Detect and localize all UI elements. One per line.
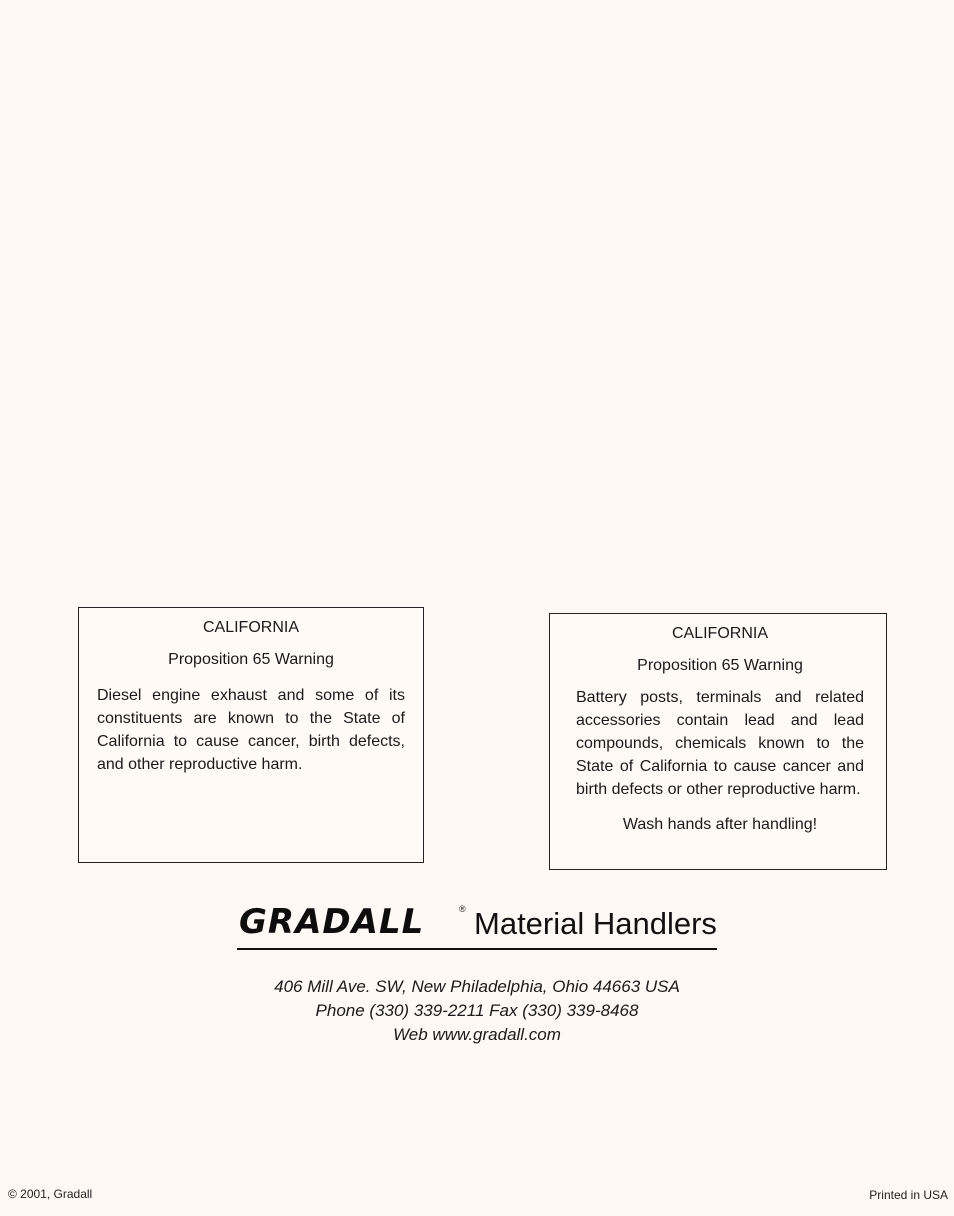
registered-mark: ®: [459, 904, 466, 914]
address-line: 406 Mill Ave. SW, New Philadelphia, Ohio 44663 USA: [274, 977, 680, 996]
web-line: Web www.gradall.com: [393, 1025, 561, 1044]
warning-subheading: Proposition 65 Warning: [168, 651, 334, 668]
warning-body: Battery posts, terminals and related accessories contain lead and lead compounds, chemicals known to the State of California to cause cancer and birth defects or other reproductive harm.: [576, 689, 864, 798]
prop65-warning-box-diesel: [78, 607, 424, 863]
phone-fax-line: Phone (330) 339-2211 Fax (330) 339-8468: [315, 1001, 639, 1020]
wash-hands-notice: Wash hands after handling!: [622, 816, 818, 833]
contact-block: [200, 975, 754, 1047]
copyright-notice: © 2001, Gradall: [8, 1187, 93, 1201]
warning-heading: CALIFORNIA: [671, 625, 768, 642]
brand-header: [237, 898, 717, 950]
prop65-warning-box-battery: [549, 613, 887, 870]
warning-heading: CALIFORNIA: [202, 619, 299, 636]
gradall-logo: GRADALL: [239, 902, 425, 942]
brand-tagline: Material Handlers: [474, 906, 717, 941]
warning-subheading: Proposition 65 Warning: [637, 657, 803, 674]
warning-body: Diesel engine exhaust and some of its constituents are known to the State of California to cause cancer, birth defects, and other reproductive harm.: [97, 687, 405, 773]
printed-in-notice: Printed in USA: [869, 1188, 948, 1202]
